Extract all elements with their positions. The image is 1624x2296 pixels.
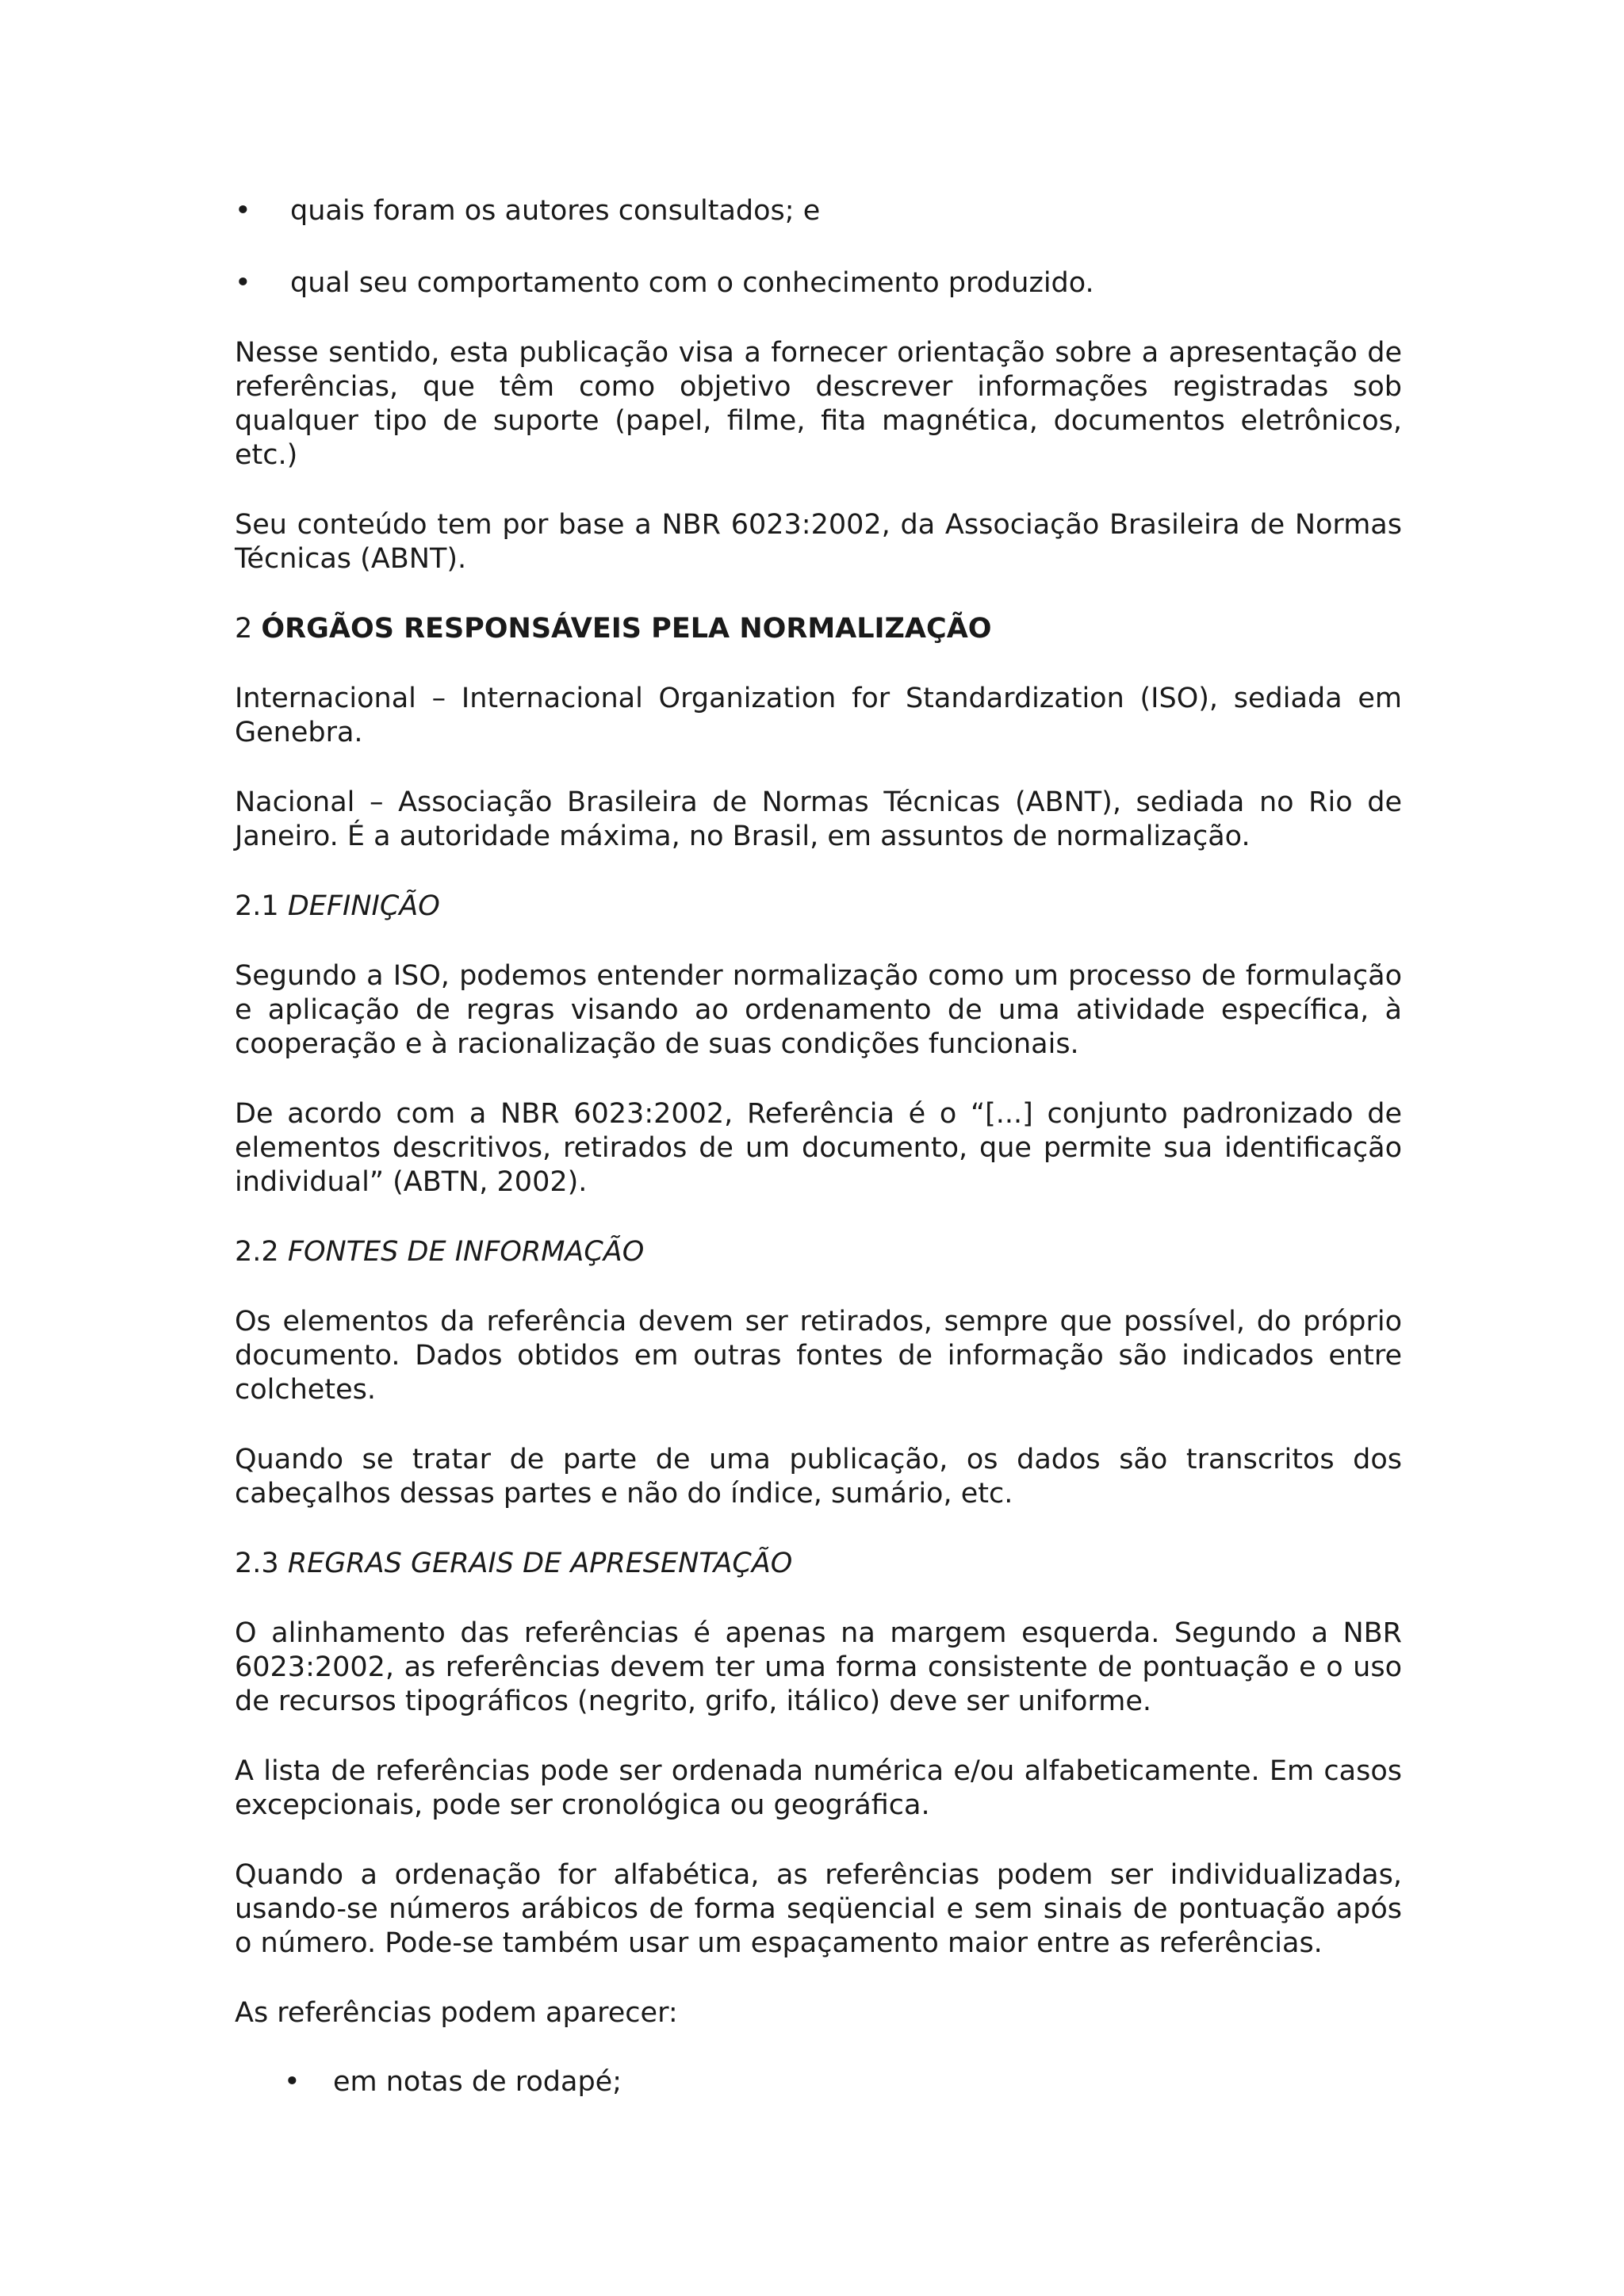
section-number: 2.1: [235, 890, 279, 922]
paragraph-publication-purpose: Nesse sentido, esta publicação visa a fornecer orientação sobre a apresentação de referências, que têm como objetivo descrever informações registradas sob qualquer tipo de suporte (papel, filme, fita magnética, documentos eletrônicos, etc.): [235, 337, 1402, 471]
list-item-text: quais foram os autores consultados; e: [290, 195, 821, 227]
bullet-list-bottom: [235, 2065, 1402, 2099]
section-heading-2-3: [235, 1547, 1402, 1581]
list-item: [235, 2065, 1402, 2099]
section-heading-2: [235, 612, 1402, 646]
paragraph-national: Nacional – Associação Brasileira de Normas Técnicas (ABNT), sediada no Rio de Janeiro. É a autoridade máxima, no Brasil, em assuntos de normalização.: [235, 786, 1402, 852]
list-item: [235, 266, 1402, 300]
bullet-icon: •: [235, 267, 251, 299]
section-title: DEFINIÇÃO: [287, 890, 440, 922]
paragraph-reference-definition: De acordo com a NBR 6023:2002, Referência é o “[...] conjunto padronizado de elementos descritivos, retirados de um documento, que permite sua identificação individual” (ABTN, 2002).: [235, 1098, 1402, 1198]
bullet-icon: •: [235, 195, 251, 227]
bullet-icon: •: [284, 2066, 301, 2098]
paragraph-ordering: A lista de referências pode ser ordenada numérica e/ou alfabeticamente. Em casos excepcionais, pode ser cronológica ou geográfica.: [235, 1755, 1402, 1821]
paragraph-appearance: As referências podem aparecer:: [235, 1997, 678, 2029]
list-item: [235, 194, 1402, 228]
section-number: 2.2: [235, 1236, 279, 1268]
paragraph-international: Internacional – Internacional Organization for Standardization (ISO), sediada em Genebra.: [235, 683, 1402, 748]
document-page: [235, 194, 1402, 2135]
list-item-text: em notas de rodapé;: [333, 2066, 622, 2098]
bullet-list-top: [235, 194, 1402, 300]
section-title: ÓRGÃOS RESPONSÁVEIS PELA NORMALIZAÇÃO: [261, 613, 992, 645]
section-heading-2-1: [235, 890, 1402, 924]
paragraph-alignment: O alinhamento das referências é apenas na margem esquerda. Segundo a NBR 6023:2002, as referências devem ter uma forma consistente de pontuação e o uso de recursos tipográficos (negrito, grifo, itálico) deve ser uniforme.: [235, 1617, 1402, 1717]
paragraph-alphabetical: Quando a ordenação for alfabética, as referências podem ser individualizadas, usando-se números arábicos de forma seqüencial e sem sinais de pontuação após o número. Pode-se também usar um espaçamento maior entre as referências.: [235, 1859, 1402, 1959]
paragraph-publication-part: Quando se tratar de parte de uma publicação, os dados são transcritos dos cabeçalhos dessas partes e não do índice, sumário, etc.: [235, 1444, 1402, 1510]
paragraph-reference-elements: Os elementos da referência devem ser retirados, sempre que possível, do próprio documento. Dados obtidos em outras fontes de informação são indicados entre colchetes.: [235, 1306, 1402, 1406]
section-number: 2: [235, 613, 253, 645]
section-heading-2-2: [235, 1235, 1402, 1269]
section-title: REGRAS GERAIS DE APRESENTAÇÃO: [287, 1548, 793, 1579]
section-number: 2.3: [235, 1548, 279, 1579]
section-title: FONTES DE INFORMAÇÃO: [287, 1236, 645, 1268]
paragraph-content-basis: Seu conteúdo tem por base a NBR 6023:2002, da Associação Brasileira de Normas Técnicas (ABNT).: [235, 509, 1402, 575]
list-item-text: qual seu comportamento com o conhecimento produzido.: [290, 267, 1094, 299]
paragraph-iso-definition: Segundo a ISO, podemos entender normalização como um processo de formulação e aplicação de regras visando ao ordenamento de uma atividade específica, à cooperação e à racionalização de suas condições funcionais.: [235, 960, 1402, 1060]
